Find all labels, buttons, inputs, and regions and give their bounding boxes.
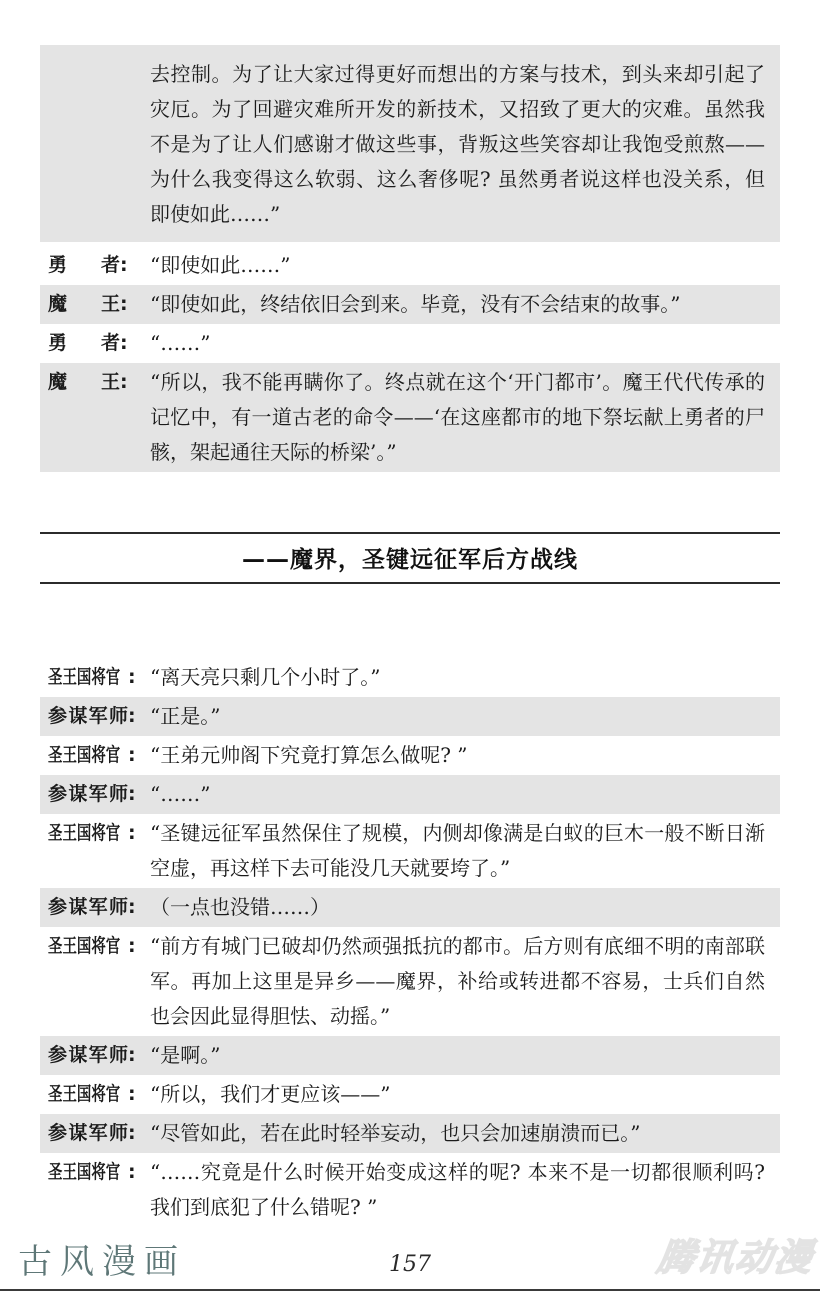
dialogue-row	[40, 927, 780, 1036]
speaker-cell	[40, 248, 150, 283]
dialogue-row	[40, 285, 780, 324]
page-number: 157	[389, 1252, 431, 1277]
speaker-label: 参谋军师	[48, 896, 128, 918]
dialogue-text: “离天亮只剩几个小时了。”	[150, 665, 381, 689]
speaker-cell	[40, 1038, 150, 1073]
speaker-colon: :	[128, 744, 136, 766]
speaker-cell	[40, 365, 150, 400]
speaker-label: 勇者	[48, 254, 120, 276]
speaker-cell	[40, 1077, 150, 1112]
speaker-cell	[40, 660, 150, 695]
dialogue-text: “是啊。”	[150, 1043, 221, 1067]
speaker-colon: :	[128, 705, 136, 727]
speaker-label: 参谋军师	[48, 705, 128, 727]
speaker-cell	[40, 326, 150, 361]
speaker-label: 圣王国将官	[48, 1161, 121, 1183]
dialogue-text: （一点也没错……）	[150, 895, 330, 919]
dialogue-row	[40, 775, 780, 814]
dialogue-row	[40, 246, 780, 285]
publisher-watermark: 古风漫画	[18, 1242, 186, 1282]
dialogue-row	[40, 888, 780, 927]
dialogue-text: “即使如此，终结依旧会到来。毕竟，没有不会结束的故事。”	[150, 292, 681, 316]
speaker-label: 魔王	[48, 293, 120, 315]
dialogue-text: “即使如此……”	[150, 253, 291, 277]
speaker-cell	[40, 699, 150, 734]
speaker-colon: :	[128, 1122, 136, 1144]
speaker-cell	[40, 890, 150, 925]
speaker-label: 勇者	[48, 332, 120, 354]
dialogue-text: “……究竟是什么时候开始变成这样的呢? 本来不是一切都很顺利吗? 我们到底犯了什么错呢? ”	[150, 1160, 765, 1219]
speaker-label: 参谋军师	[48, 1122, 128, 1144]
speaker-cell	[40, 929, 150, 964]
speaker-cell	[40, 738, 150, 773]
speaker-colon: :	[128, 935, 136, 957]
dialogue-row	[40, 324, 780, 363]
dialogue-row	[40, 658, 780, 697]
speaker-colon: :	[120, 254, 128, 276]
speaker-colon: :	[128, 666, 136, 688]
dialogue-text: “所以，我们才更应该——”	[150, 1082, 391, 1106]
dialogue-text: “王弟元帅阁下究竟打算怎么做呢? ”	[150, 743, 468, 767]
speaker-cell	[40, 1155, 150, 1190]
dialogue-row	[40, 1036, 780, 1075]
speaker-label: 参谋军师	[48, 783, 128, 805]
speaker-colon: :	[128, 822, 136, 844]
dialogue-text: “正是。”	[150, 704, 221, 728]
speaker-colon: :	[120, 332, 128, 354]
speaker-label: 圣王国将官	[48, 935, 121, 957]
intro-paragraph: 去控制。为了让大家过得更好而想出的方案与技术，到头来却引起了灾厄。为了回避灾难所开发的新技术，又招致了更大的灾难。虽然我不是为了让人们感谢才做这些事，背叛这些笑容却让我饱受煎熬——为什么我变得这么软弱、这么奢侈呢? 虽然勇者说这样也没关系，但即使如此……”	[40, 45, 780, 242]
dialogue-text: “所以，我不能再瞒你了。终点就在这个‘开门都市’。魔王代代传承的记忆中，有一道古老的命令——‘在这座都市的地下祭坛献上勇者的尸骸，架起通往天际的桥梁’。”	[150, 370, 765, 464]
dialogue-section-2	[40, 658, 780, 1227]
speaker-cell	[40, 777, 150, 812]
speaker-colon: :	[120, 293, 128, 315]
speaker-colon: :	[128, 783, 136, 805]
speaker-colon: :	[128, 1161, 136, 1183]
dialogue-row	[40, 1153, 780, 1227]
speaker-colon: :	[128, 1044, 136, 1066]
speaker-label: 魔王	[48, 371, 120, 393]
speaker-label: 参谋军师	[48, 1044, 128, 1066]
speaker-colon: :	[128, 1083, 136, 1105]
dialogue-row	[40, 814, 780, 888]
speaker-colon: :	[128, 896, 136, 918]
speaker-label: 圣王国将官	[48, 744, 121, 766]
dialogue-row	[40, 363, 780, 472]
speaker-colon: :	[120, 371, 128, 393]
speaker-cell	[40, 287, 150, 322]
dialogue-text: “……”	[150, 331, 211, 355]
speaker-cell	[40, 1116, 150, 1151]
dialogue-row	[40, 736, 780, 775]
dialogue-row	[40, 1114, 780, 1153]
dialogue-section-1	[40, 246, 780, 472]
platform-watermark: 腾讯动漫	[654, 1236, 817, 1279]
dialogue-text: “尽管如此，若在此时轻举妄动，也只会加速崩溃而已。”	[150, 1121, 641, 1145]
speaker-cell	[40, 816, 150, 851]
dialogue-text: “……”	[150, 782, 211, 806]
dialogue-text: “前方有城门已破却仍然顽强抵抗的都市。后方则有底细不明的南部联军。再加上这里是异乡——魔界，补给或转进都不容易，士兵们自然也会因此显得胆怯、动摇。”	[150, 934, 765, 1028]
speaker-label: 圣王国将官	[48, 1083, 121, 1105]
speaker-label: 圣王国将官	[48, 666, 121, 688]
section-divider-title: ——魔界，圣键远征军后方战线	[40, 532, 780, 584]
dialogue-row	[40, 697, 780, 736]
dialogue-text: “圣键远征军虽然保住了规模，内侧却像满是白蚁的巨木一般不断日渐空虚，再这样下去可能没几天就要垮了。”	[150, 821, 765, 880]
speaker-label: 圣王国将官	[48, 822, 121, 844]
dialogue-row	[40, 1075, 780, 1114]
